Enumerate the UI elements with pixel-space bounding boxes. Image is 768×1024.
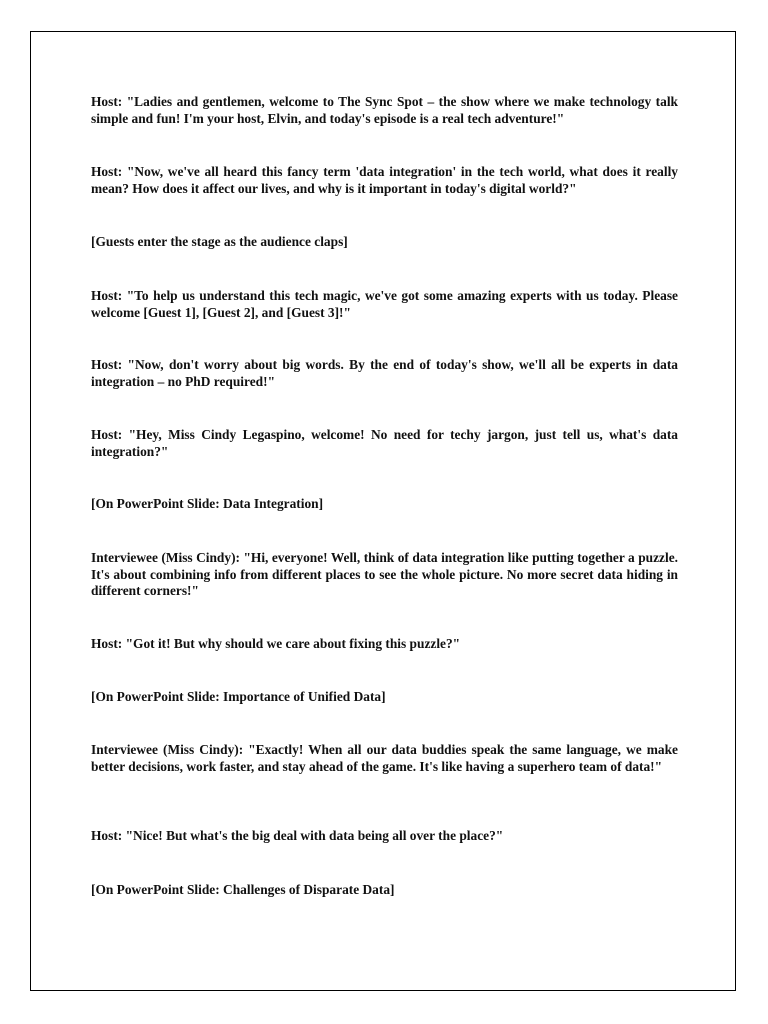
paragraph-slide-data-integration: [On PowerPoint Slide: Data Integration] [91,496,324,511]
paragraph-stage-direction-guests-enter: [Guests enter the stage as the audience claps] [91,234,348,249]
paragraph-slide-importance-unified-data: [On PowerPoint Slide: Importance of Unified Data] [91,689,386,704]
paragraph-host-why-care: Host: "Got it! But why should we care about fixing this puzzle?" [91,636,461,651]
paragraph-host-data-integration-question: Host: "Now, we've all heard this fancy term 'data integration' in the tech world, what does it really mean? How does it affect our lives, and why is it important in today's digital world?" [91,164,678,196]
paragraph-host-big-deal: Host: "Nice! But what's the big deal with data being all over the place?" [91,828,504,843]
paragraph-host-no-big-words: Host: "Now, don't worry about big words. By the end of today's show, we'll all be experts in data integration – no PhD required!" [91,357,678,389]
paragraph-host-introduce-guests: Host: "To help us understand this tech magic, we've got some amazing experts with us today. Please welcome [Guest 1], [Guest 2], and [Guest 3]!" [91,288,678,320]
paragraph-host-welcome: Host: "Ladies and gentlemen, welcome to The Sync Spot – the show where we make technology talk simple and fun! I'm your host, Elvin, and today's episode is a real tech adventure!" [91,94,678,126]
paragraph-cindy-superhero-answer: Interviewee (Miss Cindy): "Exactly! When all our data buddies speak the same language, we make better decisions, work faster, and stay ahead of the game. It's like having a superhero team of data!" [91,742,678,774]
paragraph-host-ask-cindy: Host: "Hey, Miss Cindy Legaspino, welcome! No need for techy jargon, just tell us, what's data integration?" [91,427,678,459]
paragraph-slide-challenges-disparate-data: [On PowerPoint Slide: Challenges of Disparate Data] [91,882,395,897]
document-page [30,31,736,991]
paragraph-cindy-puzzle-answer: Interviewee (Miss Cindy): "Hi, everyone! Well, think of data integration like putting together a puzzle. It's about combining info from different places to see the whole picture. No more secret data hiding in different corners!" [91,550,678,598]
